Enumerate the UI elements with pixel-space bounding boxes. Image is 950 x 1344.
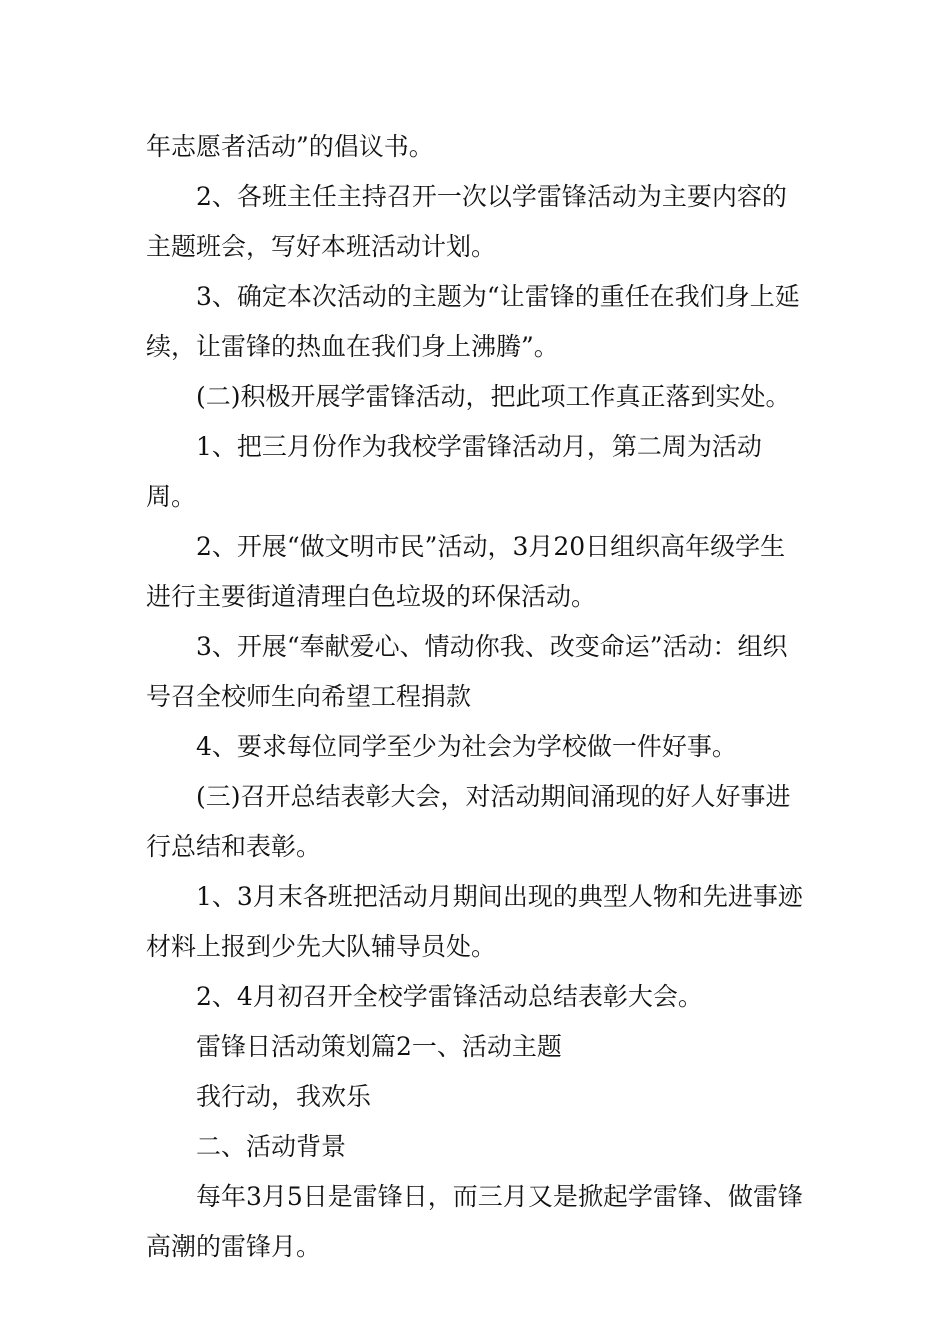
paragraph-item-1-report: 1、3月末各班把活动月期间出现的典型人物和先进事迹材料上报到少先大队辅导员处。	[146, 882, 803, 961]
paragraph-item-2-civic-activity: 2、开展“做文明市民”活动，3月20日组织高年级学生进行主要街道清理白色垃圾的环保活动。	[146, 532, 786, 611]
paragraph-section-3-heading: (三)召开总结表彰大会，对活动期间涌现的好人好事进行总结和表彰。	[146, 782, 791, 861]
paragraph-item-3-theme: 3、确定本次活动的主题为“让雷锋的重任在我们身上延续，让雷锋的热血在我们身上沸腾”。	[146, 282, 800, 361]
paragraph-item-1-activity-month: 1、把三月份作为我校学雷锋活动月，第二周为活动周。	[146, 432, 762, 511]
paragraph-item-4-good-deed: 4、要求每位同学至少为社会为学校做一件好事。	[196, 732, 737, 761]
paragraph-item-2-class-meeting: 2、各班主任主持召开一次以学雷锋活动为主要内容的主题班会，写好本班活动计划。	[146, 182, 787, 261]
document-body	[146, 122, 810, 1272]
paragraph-continuation: 年志愿者活动”的倡议书。	[146, 132, 434, 161]
paragraph-item-2-ceremony: 2、4月初召开全校学雷锋活动总结表彰大会。	[196, 982, 703, 1011]
paragraph-article-2-heading: 雷锋日活动策划篇2一、活动主题	[196, 1032, 562, 1061]
paragraph-item-3-donation: 3、开展“奉献爱心、情动你我、改变命运”活动：组织号召全校师生向希望工程捐款	[146, 632, 788, 711]
paragraph-background-heading: 二、活动背景	[196, 1132, 347, 1161]
paragraph-section-2-heading: (二)积极开展学雷锋活动，把此项工作真正落到实处。	[196, 382, 791, 411]
paragraph-theme-text: 我行动，我欢乐	[196, 1082, 372, 1111]
paragraph-background-text: 每年3月5日是雷锋日，而三月又是掀起学雷锋、做雷锋高潮的雷锋月。	[146, 1182, 803, 1261]
